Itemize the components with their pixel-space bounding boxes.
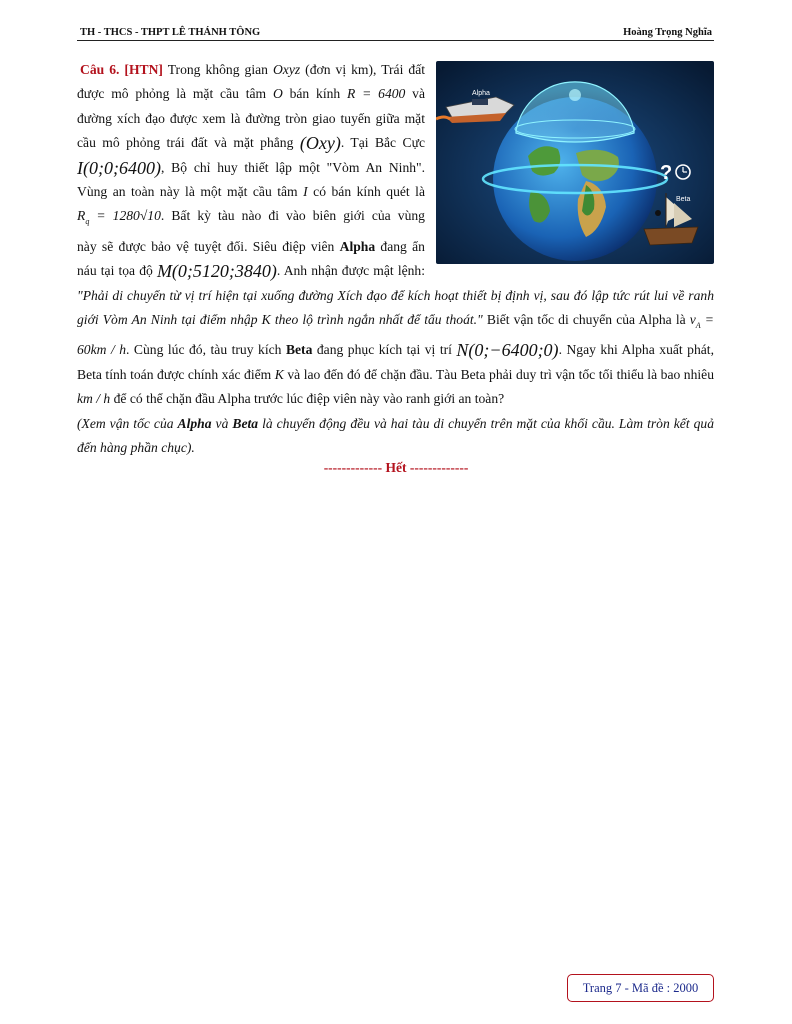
question-line-1: Câu 6. [HTN] Trong không gian Oxyz (đơn vị km), Trái đất [80, 62, 426, 77]
question-label: Câu 6. [HTN] [80, 62, 163, 77]
question-line-6: Vùng an toàn này là một mặt cầu tâm I có bán kính quét là [77, 184, 425, 200]
svg-text:?: ? [660, 162, 673, 184]
page-header [77, 26, 714, 41]
question-6 [77, 58, 714, 461]
earth-illustration [436, 61, 714, 264]
question-line-2: được mô phỏng là mặt cầu tâm O bán kính R = 6400 và [77, 86, 425, 102]
question-line-9: náu tại tọa độ M(0;5120;3840). Anh nhận được mật lệnh: [77, 261, 425, 282]
end-marker: ------------- Hết ------------- [323, 460, 469, 475]
page-number-box: Trang 7 - Mã đề : 2000 [567, 974, 714, 1002]
svg-text:Alpha: Alpha [472, 90, 490, 97]
school-name: TH - THCS - THPT LÊ THÁNH TÔNG [80, 27, 261, 38]
question-line-8: này sẽ được bảo vệ tuyệt đối. Siêu điệp viên Alpha đang ẩn [77, 238, 425, 254]
question-line-3: đường xích đạo được xem là đường tròn giao tuyến giữa mặt [77, 110, 425, 126]
question-mission-paragraph: "Phải di chuyển từ vị trí hiện tại xuống đường Xích đạo để kích hoạt thiết bị định vị, sau đó lập tức rút lui về ranh giới Vòm An Ninh tại điểm nhập K theo lộ trình ngắn nhất để tẩu thoát." Biết vận tốc di chuyển của Alpha là $v_A = 60km / h$. Cùng lúc đó, tàu truy kích Beta đang phục kích tại vị trí N(0;−6400;0). Ngay khi Alpha xuất phát, Beta tính toán được chính xác điểm K và lao đến đó để chặn đầu. Tàu Beta phải duy trì vận tốc tối thiểu là bao nhiêu km / h để có thể chặn đầu Alpha trước lúc điệp viên này vào ranh giới an toàn? [77, 287, 714, 407]
question-line-5: I(0;0;6400), Bộ chỉ huy thiết lập một "Vòm An Ninh". [77, 157, 425, 178]
question-note: (Xem vận tốc của Alpha và Beta là chuyển động đều và hai tàu di chuyển trên mặt của khối cầu. Làm tròn kết quả đến hàng phần chục). [77, 415, 714, 456]
question-line-7: $R_q = 1280√10$. Bất kỳ tàu nào đi vào biên giới của vùng [77, 208, 425, 227]
question-line-4: cầu mô phỏng trái đất và mặt phẳng (Oxy). Tại Bắc Cực [77, 133, 425, 154]
svg-text:Beta: Beta [676, 196, 691, 203]
author-name: Hoàng Trọng Nghĩa [623, 27, 712, 38]
